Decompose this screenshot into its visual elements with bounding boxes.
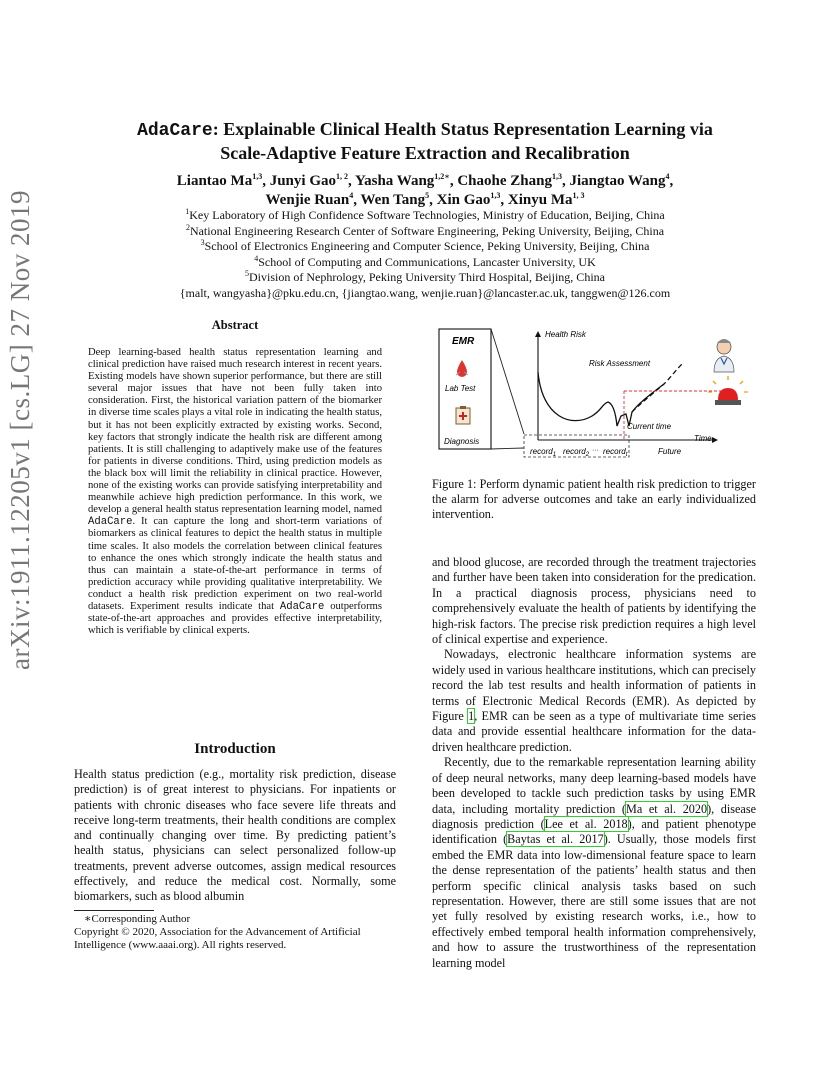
model-name: AdaCare: [279, 600, 325, 613]
author-affil: 1,3: [551, 172, 562, 181]
footnote: [74, 913, 404, 952]
author-name: Wenjie Ruan: [265, 192, 350, 208]
author-affil: 4: [665, 172, 670, 181]
section-heading-introduction: Introduction: [194, 741, 276, 757]
right-column-body: [432, 555, 756, 971]
affil-text: Key Laboratory of High Confidence Software Technologies, Ministry of Education, Beijing, China: [189, 208, 665, 222]
abstract-body: [88, 347, 382, 637]
blood-drop-icon: [456, 360, 468, 377]
affil-number: 5: [245, 269, 249, 279]
record-t: record$_t$: [603, 447, 628, 458]
abstract-heading: Abstract: [211, 318, 259, 332]
abstract-text: . It can capture the long and short-term variations of biomarkers as clinical features to depict the health status in multiple time scales. It also models the correlation between clinical features to enhance the ones which strongly indicate the health status and thus can maintain a state-of-the-art performance in terms of prediction accuracy while providing qualitative interpretability. We conduct a health risk prediction experiment on two real-world datasets. Experiment results indicate that: [88, 516, 382, 612]
author-name: Junyi Gao: [269, 173, 336, 189]
author-emails: {malt, wangyasha}@pku.edu.cn, {jiangtao.wang, wenjie.ruan}@lancaster.ac.uk, tanggwen@126.com: [179, 285, 671, 300]
affiliation-line: [60, 224, 790, 240]
current-time-label: Current time: [627, 422, 672, 431]
doctor-icon: [714, 339, 734, 372]
alarm-icon: [708, 376, 748, 405]
affil-text: School of Computing and Communications, Lancaster University, UK: [258, 254, 596, 269]
author-affil: 1, 3: [572, 191, 585, 200]
figure-1: [432, 320, 757, 470]
author-name: Yasha Wang: [354, 173, 435, 189]
citation-link[interactable]: Lee et al. 2018: [544, 816, 628, 831]
citation-link[interactable]: Ma et al. 2020: [625, 801, 708, 816]
author-name: Wen Tang: [360, 192, 426, 208]
paragraph-text: Recently, due to the remarkable representation learning ability of deep neural networks, many deep learning-based models have been developed to tackle such prediction tasks by using EMR data, including mortality prediction (: [432, 755, 756, 816]
paragraph-text: Nowadays, electronic healthcare information systems are widely used in various healthcare institutions, which can precisely record the lab test results and health information of patients in terms of Electronic Medical Records (EMR). As depicted by Figure: [432, 647, 756, 724]
projection-line: [491, 329, 524, 434]
paragraph-text: , EMR can be seen as a type of multivariate time series data and provide essential healthcare information for the data-driven healthcare prediction.: [432, 709, 756, 754]
predicted-risk-curve: [632, 364, 682, 412]
model-name: AdaCare: [88, 516, 133, 529]
author-list: Liantao Ma$^{1,3}$, Junyi Gao$^{1, 2}$, Yasha Wang$^{1,2∗}$, Chaohe Zhang$^{1,3}$, Jiangtao Wang$^4$, Wenjie Ruan$^4$, Wen Tang$^5$, Xin Gao$^{1,3}$, Xinyu Ma$^{1, 3}$: [176, 172, 674, 208]
title-line2: Scale-Adaptive Feature Extraction and Recalibration: [220, 143, 630, 163]
author-name: Chaohe Zhang: [457, 173, 552, 189]
diagnosis-label: Diagnosis: [444, 437, 480, 446]
arxiv-identifier: arXiv:1911.12205v1 [cs.LG] 27 Nov 2019: [5, 190, 35, 670]
projection-line: [491, 448, 524, 449]
footnote-corresponding: ∗Corresponding Author: [84, 913, 191, 925]
clipboard-icon: [456, 406, 470, 424]
paragraph-text: ), and patient phenotype identification (: [432, 816, 757, 847]
future-label: Future: [658, 447, 682, 456]
risk-assessment-label: Risk Assessment: [589, 359, 651, 368]
affiliations: [60, 208, 790, 302]
author-name: Xin Gao: [436, 192, 491, 208]
abstract-text: Deep learning-based health status representation learning and clinical prediction have raised much research interest in recent years. Existing models have shown superior performance, but there are still several major issues that have not been fully taken into consideration. First, the historical variation pattern of the biomarker in diverse time scales plays a vital role in indicating the health status, but it has not been explicitly extracted by existing works. Second, key factors that strongly indicate the health risk are different among patients. It is still challenging to adaptively make use of the features for patients in diverse conditions. Third, using prediction models as the black box will limit the reliability in clinical practice. However, none of the existing works can provide satisfying interpretability and meanwhile achieve high prediction performance. In this work, we develop a general health status representation learning model, named: [88, 347, 382, 516]
affiliation-line: [60, 270, 790, 286]
author-name: Liantao Ma: [176, 173, 253, 189]
citation-link[interactable]: Baytas et al. 2017: [507, 832, 604, 847]
risk-curve: [538, 372, 664, 426]
affil-text: Division of Nephrology, Peking University Third Hospital, Beijing, China: [249, 270, 605, 285]
title-model-name: AdaCare: [137, 121, 213, 141]
paragraph-text: ). Usually, those models first embed the EMR data into low-dimensional feature space to learn the dense representation of the patients’ health status and then perform specific clinical analysis tasks based on such representation. However, there are still some issues that are not yet fully resolved by existing research works, i.e., how to effectively embed temporal health information comprehensively, and how to assure the trustworthiness of the representation learning model: [432, 832, 756, 970]
lab-test-label: Lab Test: [445, 384, 476, 393]
paragraph: [432, 755, 756, 971]
affil-number: 1: [185, 207, 190, 216]
y-axis-arrow: [535, 331, 541, 337]
author-affil: 1,3: [252, 172, 263, 181]
affil-number: 3: [200, 238, 205, 248]
record-dots: ···: [592, 447, 599, 454]
author-affil: 1,2∗: [434, 172, 450, 181]
affil-number: 4: [254, 253, 259, 263]
emr-label: EMR: [452, 336, 475, 347]
affil-text: School of Electronics Engineering and Computer Science, Peking University, Beijing, China: [204, 239, 650, 254]
affiliation-line: [60, 208, 790, 224]
x-axis-arrow: [712, 437, 718, 443]
record-1: record$_1$: [530, 447, 557, 458]
footnote-copyright: Copyright © 2020, Association for the Advancement of Artificial Intelligence (www.aaai.org). All rights reserved.: [74, 926, 361, 951]
introduction-body: [74, 767, 396, 905]
paragraph: Health status prediction (e.g., mortality risk prediction, disease prediction) is of great interest to physicians. For inpatients or patients with chronic diseases who face severe life threats and receive long-term treatments, their health conditions are complex and continually changing over time. By predicting patient’s health status, physicians can select personalized follow-up treatments, prevent adverse outcomes, assign medical resources effectively, and reduce the medical cost. Normally, some biomarkers, such as blood albumin: [74, 767, 396, 904]
health-risk-label: Health Risk: [545, 330, 586, 339]
figure-1-diagram: [432, 320, 757, 470]
affil-number: 2: [185, 222, 190, 232]
time-label: Time: [694, 434, 712, 443]
footnote-rule: [74, 910, 154, 911]
paragraph-text: ), disease diagnosis prediction (: [432, 801, 756, 831]
affiliation-line: [60, 239, 790, 255]
author-affil: 5: [425, 191, 430, 200]
paragraph: [432, 647, 756, 755]
paper-title: [80, 118, 770, 164]
paragraph: and blood glucose, are recorded through the treatment trajectories and further have been taken into consideration for the predication. In a practical diagnosis process, physicians need to comprehensively evaluate the health of patients by identifying the high-risk factors. The precise risk prediction requires a high level of clinical expertise and experience.: [432, 555, 756, 647]
affil-text: National Engineering Research Center of Software Engineering, Peking University, Beijing, China: [189, 223, 665, 238]
affiliation-line: [60, 255, 790, 271]
abstract-text: outperforms state-of-the-art approaches and provides effective interpretability, which is verifiable by clinical experts.: [88, 600, 382, 637]
author-affil: 4: [349, 191, 354, 200]
title-line1: : Explainable Clinical Health Status Representation Learning via: [212, 119, 713, 139]
author-affil: 1,3: [490, 191, 501, 200]
author-name: Jiangtao Wang: [569, 173, 666, 189]
figure-reference-link[interactable]: 1: [468, 709, 475, 724]
author-affil: 1, 2: [336, 172, 348, 181]
author-name: Xinyu Ma: [507, 192, 573, 208]
record-2: record$_2$: [563, 447, 590, 458]
figure-1-caption: Figure 1: Perform dynamic patient health risk prediction to trigger the alarm for adverse outcomes and take an early individualized intervention.: [432, 477, 756, 522]
